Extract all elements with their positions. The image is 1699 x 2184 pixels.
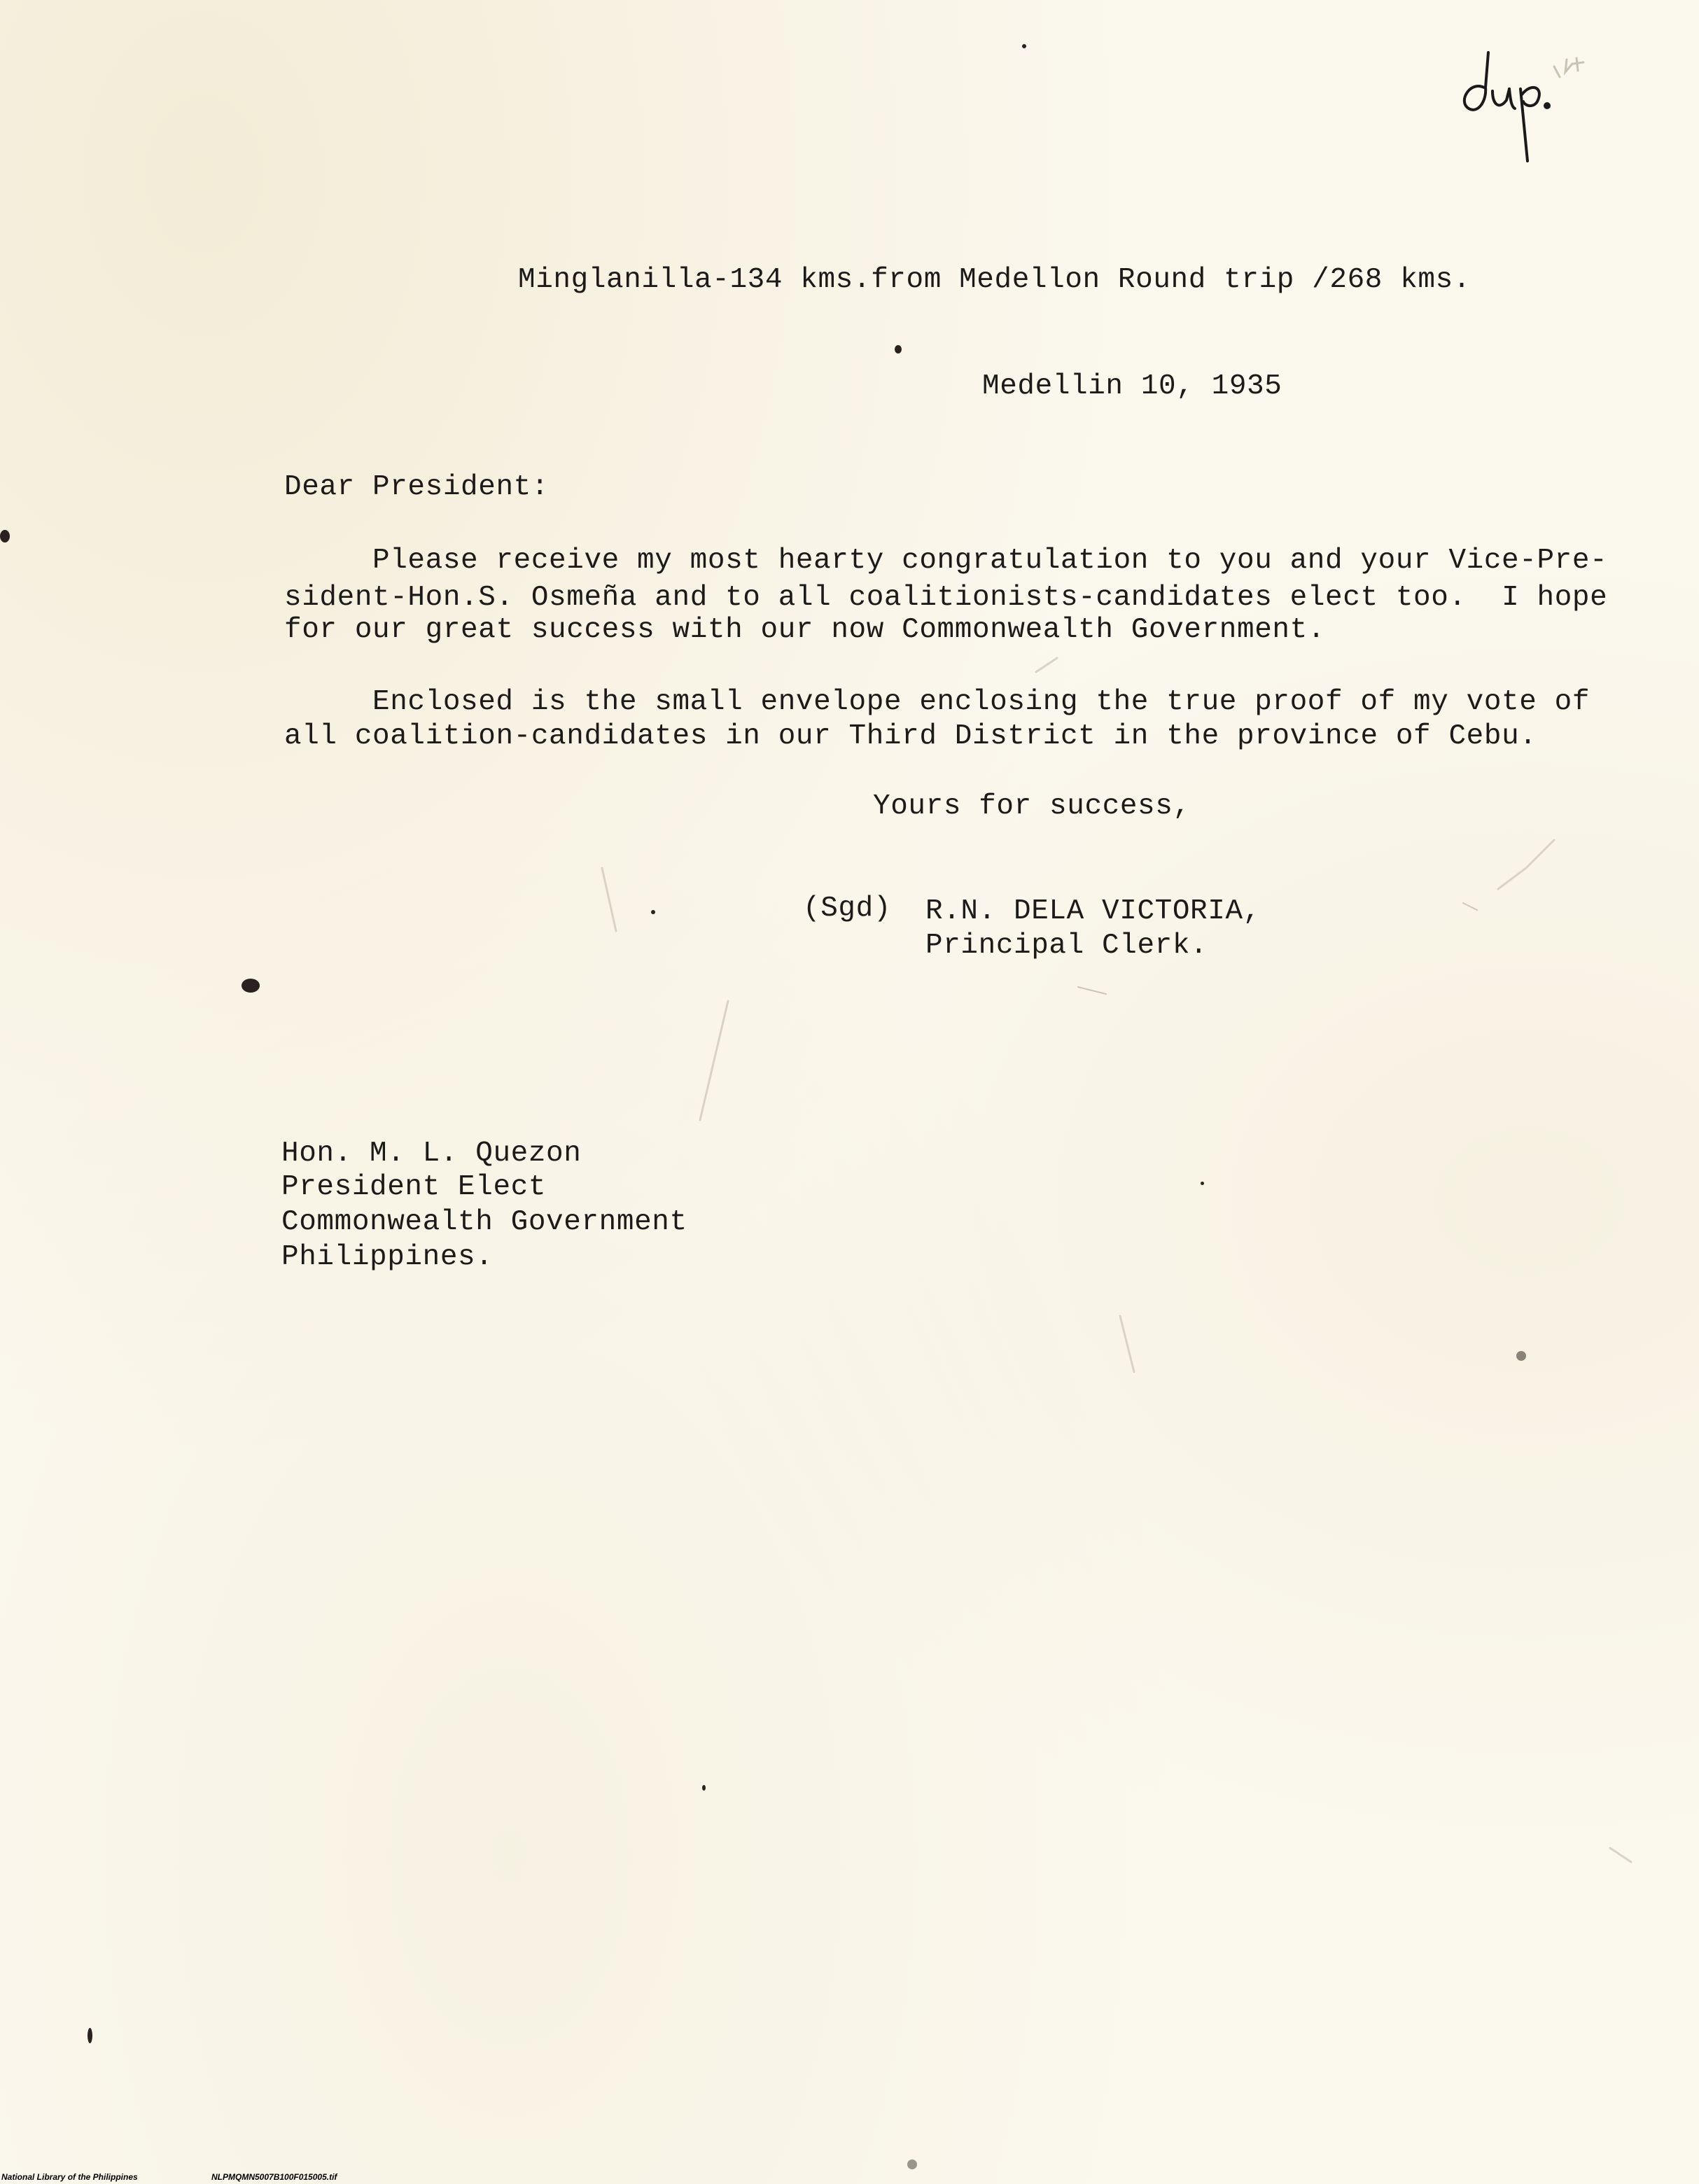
ink-speck	[88, 2028, 92, 2043]
signature-title: Principal Clerk.	[925, 930, 1208, 962]
letter-date: Medellin 10, 1935	[982, 370, 1282, 402]
paragraph-1-line: for our great success with our now Commonwealth Government.	[284, 614, 1326, 646]
heading-note: Minglanilla-134 kms.from Medellon Round trip /268 kms.	[518, 264, 1471, 296]
footer-file-id: NLPMQMN5007B100F015005.tif	[211, 2172, 337, 2182]
signature-name: R.N. DELA VICTORIA,	[925, 895, 1261, 927]
ink-speck	[1201, 1182, 1204, 1185]
addressee-line: Hon. M. L. Quezon	[281, 1138, 582, 1170]
signature-sgd: (Sgd)	[803, 892, 892, 925]
addressee-line: Commonwealth Government	[281, 1206, 687, 1238]
ink-speck	[242, 979, 260, 993]
addressee-line: President Elect	[281, 1171, 547, 1203]
paragraph-1-line: Please receive my most hearty congratulation to you and your Vice-Pre-	[372, 545, 1608, 577]
ink-speck	[907, 2160, 917, 2169]
ink-speck	[702, 1785, 706, 1791]
salutation: Dear President:	[284, 471, 550, 503]
ink-speck	[895, 345, 902, 354]
ink-speck	[1022, 44, 1026, 48]
paragraph-2-line: Enclosed is the small envelope enclosing the true proof of my vote of	[372, 686, 1590, 718]
ink-speck	[0, 530, 10, 542]
footer-library: National Library of the Philippines	[1, 2172, 138, 2182]
paragraph-1-line: sident-Hon.S. Osmeña and to all coalitionists-candidates elect too. I hope	[284, 582, 1608, 614]
paragraph-2-line: all coalition-candidates in our Third District in the province of Cebu.	[284, 720, 1537, 752]
ink-speck	[1516, 1351, 1526, 1361]
closing: Yours for success,	[873, 790, 1191, 822]
addressee-line: Philippines.	[281, 1241, 494, 1273]
ink-speck	[651, 910, 655, 914]
